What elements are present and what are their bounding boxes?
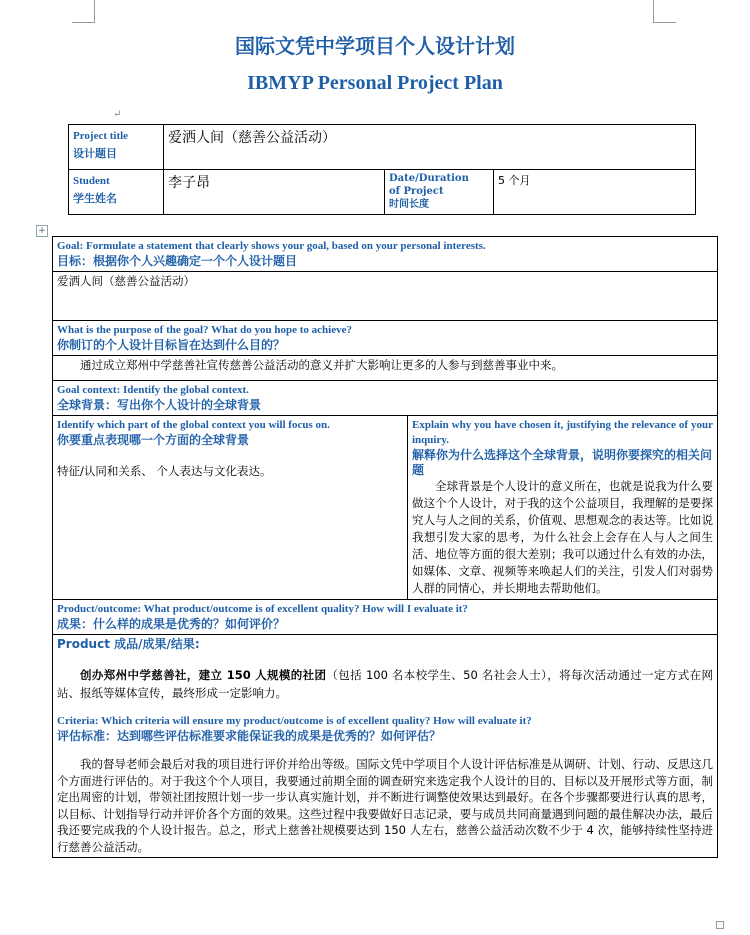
date-label-cell (385, 170, 494, 215)
date-label-en-1: Date/Duration (389, 173, 469, 184)
focus-right-heading-cn: 解释你为什么选择这个全球背景，说明你要探究的相关问题 (412, 448, 713, 477)
page-title-chinese: 国际文凭中学项目个人设计计划 (235, 34, 515, 58)
student-value[interactable]: 李子昂 (168, 175, 210, 191)
criteria-value[interactable]: 我的督导老师会最后对我的项目进行评价并给出等级。国际文凭中学项目个人设计评估标准是从调研、计划、行动、反思这几个方面进行评估的。对于我这个个人项目，我要通过前期全面的调查研究来选定我个人设计的目的、目标以及开展形式等方面，制定出周密的计划，带领社团按照计划一步一步认真实施计划，并不断进行调整使效果达到最好。在各个步骤都要进行认真的思考，以目标、计划指导行动并评价各个方面的效果。这些过程中我要做好日志记录，要与成员共同商量遇到问题的最佳解决办法，最后我还要完成我的个人设计报告。总之，形式上慈善社规模要达到 150 人左右，慈善公益活动次数不少于 4 次，能够持续性坚持进行慈善公益活动。 (57, 757, 713, 854)
date-value[interactable]: 5 个月 (498, 174, 531, 187)
student-label-cell (69, 170, 164, 215)
product-value[interactable] (57, 666, 713, 702)
product-body-cell[interactable] (53, 635, 718, 858)
project-title-value[interactable]: 爱洒人间（慈善公益活动） (168, 130, 336, 146)
student-label-en: Student (73, 175, 110, 187)
purpose-value-cell[interactable] (53, 356, 718, 381)
date-label-cn: 时间长度 (389, 199, 429, 210)
product-heading-cn: 成果：什么样的成果是优秀的？如何评价？ (57, 617, 286, 631)
focus-right-heading-en: Explain why you have chosen it, justifying the relevance of your inquiry. (412, 419, 713, 446)
focus-left-value[interactable]: 特征/认同和关系、 个人表达与文化表达。 (57, 464, 272, 478)
criteria-heading-en: Criteria: Which criteria will ensure my product/outcome is of excellent quality? How will evaluate it? (57, 715, 532, 727)
table-resize-handle[interactable] (716, 921, 724, 929)
focus-left-heading-en: Identify which part of the global context you will focus on. (57, 419, 330, 431)
focus-left-cell[interactable] (53, 416, 408, 600)
product-heading-cell (53, 600, 718, 635)
date-value-cell[interactable] (494, 170, 696, 215)
context-heading-cn: 全球背景：写出你个人设计的全球背景 (57, 398, 262, 412)
product-label: Product 成品/成果/结果: (57, 637, 200, 651)
student-label-cn: 学生姓名 (73, 193, 117, 205)
goal-heading-en: Goal: Formulate a statement that clearly shows your goal, based on your personal interests. (57, 240, 486, 252)
goal-heading-cell (53, 237, 718, 272)
date-label-en-2: of Project (389, 186, 444, 197)
project-title-label-cell (69, 125, 164, 170)
page-title-english: IBMYP Personal Project Plan (247, 72, 503, 94)
crop-mark-top-left (72, 0, 95, 23)
criteria-heading-cn: 评估标准：达到哪些评估标准要求能保证我的成果是优秀的？如何评估？ (57, 729, 442, 743)
student-value-cell[interactable] (164, 170, 385, 215)
focus-left-heading-cn: 你要重点表现哪一个方面的全球背景 (57, 433, 250, 447)
goal-value[interactable]: 爱洒人间（慈善公益活动） (57, 274, 195, 288)
project-title-value-cell[interactable] (164, 125, 696, 170)
context-heading-cell (53, 381, 718, 416)
goal-heading-cn: 目标：根据你个人兴趣确定一个个人设计题目 (57, 254, 298, 268)
focus-right-value[interactable]: 全球背景是个人设计的意义所在，也就是说我为什么要做这个个人设计，对于我的这个公益项目，我理解的是要探究人与人之间的关系，价值观、思想观念的表达等。比如说我想引发大家的思考，为什么社会上会存在人与人之间生活、地位等方面的很大差别；我可以通过什么有效的办法，如媒体、文章、视频等来唤起人们的关注，引发人们对弱势人群的同情心，并长期地去帮助他们。 (412, 479, 713, 595)
purpose-heading-en: What is the purpose of the goal? What do you hope to achieve? (57, 324, 352, 336)
table-move-handle-icon[interactable]: + (36, 225, 48, 237)
product-heading-en: Product/outcome: What product/outcome is of excellent quality? How will I evaluate it? (57, 603, 468, 615)
product-value-bold: 创办郑州中学慈善社，建立 150 人规模的社团 (80, 668, 327, 682)
focus-right-cell[interactable] (408, 416, 718, 600)
purpose-heading-cell (53, 321, 718, 356)
project-info-table (68, 124, 696, 215)
project-title-label-cn: 设计题目 (73, 148, 117, 160)
plan-table (52, 236, 718, 858)
crop-mark-top-right (653, 0, 676, 23)
context-heading-en: Goal context: Identify the global context. (57, 384, 249, 396)
goal-value-cell[interactable] (53, 272, 718, 321)
project-title-label-en: Project title (73, 130, 129, 142)
product-value-rest: （包括 100 名本校学生、50 名社会人士），将每次活动通过一定方式在网站、报纸等媒体宣传，最终形成一定影响力。 (57, 668, 713, 700)
paragraph-mark-icon: ↵ (113, 109, 122, 120)
purpose-value[interactable]: 通过成立郑州中学慈善社宣传慈善公益活动的意义并扩大影响让更多的人参与到慈善事业中来。 (80, 358, 563, 372)
purpose-heading-cn: 你制订的个人设计目标旨在达到什么目的？ (57, 338, 286, 352)
